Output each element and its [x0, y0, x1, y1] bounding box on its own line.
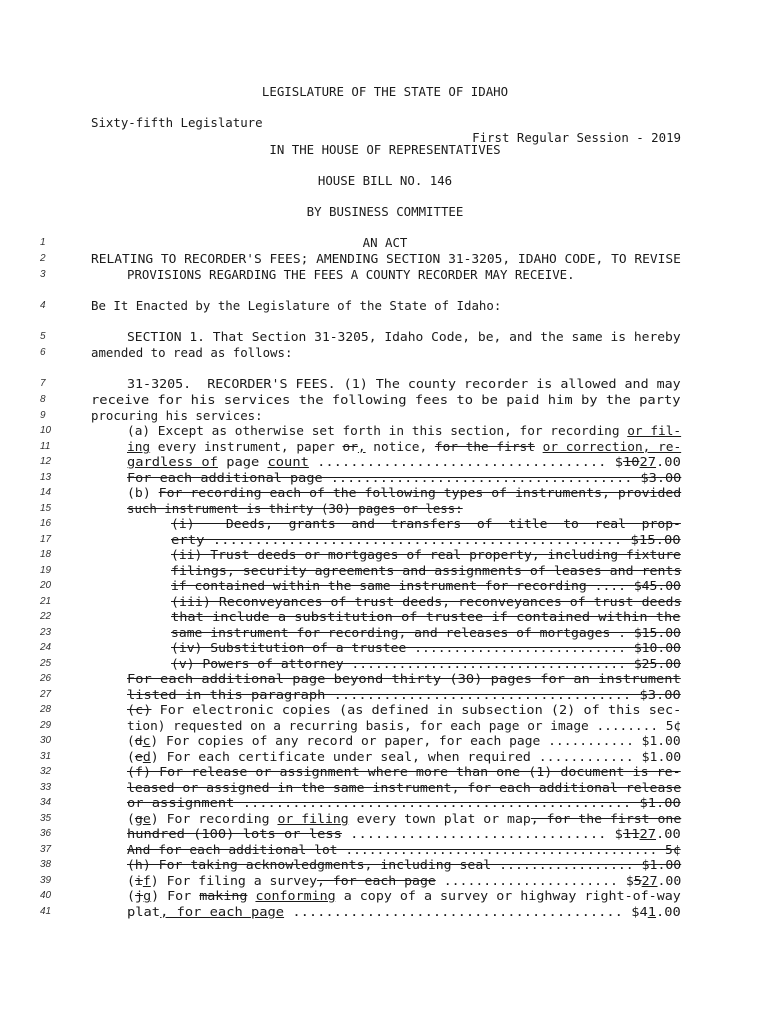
text-segment: procuring his services:	[91, 408, 263, 423]
line-number: 36	[40, 828, 52, 839]
line-text	[0, 235, 770, 250]
bill-line	[0, 235, 770, 250]
bill-line	[0, 904, 770, 919]
line-text	[127, 671, 681, 686]
text-segment: a copy of a survey or highway right-of-way	[335, 888, 681, 903]
line-number: 37	[40, 844, 52, 855]
line-number: 25	[40, 658, 52, 669]
line-number: 15	[40, 503, 52, 514]
line-text	[127, 423, 681, 438]
line-text	[171, 532, 681, 547]
line-text	[91, 345, 292, 360]
text-segment: page	[217, 454, 268, 469]
text-segment: notice,	[365, 439, 435, 454]
bill-line	[0, 345, 770, 360]
bill-line	[0, 795, 770, 810]
inserted-text: ing	[127, 439, 151, 454]
inserted-text: 27	[641, 873, 658, 888]
struck-text: for the first	[434, 439, 535, 454]
bill-line	[0, 516, 770, 531]
inserted-text: or fil-	[627, 423, 682, 438]
line-text	[127, 842, 681, 857]
text-segment: AN ACT	[362, 235, 408, 250]
text-segment: ............................... $	[341, 826, 623, 841]
line-number: 8	[40, 394, 46, 405]
line-text	[91, 408, 263, 423]
bill-line	[0, 609, 770, 624]
bill-line	[0, 298, 770, 313]
struck-text: (c)	[127, 702, 152, 717]
line-number: 10	[40, 425, 52, 436]
bill-line	[0, 857, 770, 872]
line-number: 34	[40, 797, 52, 808]
line-text	[171, 563, 681, 578]
inserted-text: c	[142, 733, 151, 748]
struck-text: , for the first one	[530, 811, 682, 826]
text-segment: tion) requested on a recurring basis, for each page or image ........ 5¢	[127, 718, 682, 733]
inserted-text: ,	[357, 439, 366, 454]
inserted-text: 27	[639, 826, 657, 841]
text-segment: (a) Except as otherwise set forth in this section, for recording	[127, 423, 628, 438]
struck-text: e	[134, 749, 143, 764]
inserted-text: g	[143, 888, 152, 903]
text-segment: For electronic copies (as defined in subsection (2) of this sec-	[151, 702, 682, 717]
bill-line	[0, 547, 770, 562]
line-number: 29	[40, 720, 52, 731]
bill-line	[0, 578, 770, 593]
inserted-text: 27	[639, 454, 657, 469]
line-text	[127, 733, 681, 748]
struck-text: (ii) Trust deeds or mortgages of real property, including fixture	[171, 547, 681, 562]
struck-text: leased or assigned in the same instrument, for each additional release	[127, 780, 682, 795]
text-segment: (	[127, 749, 135, 764]
bill-line	[0, 826, 770, 841]
struck-text: g	[134, 811, 143, 826]
line-text	[171, 547, 681, 562]
line-number: 7	[40, 378, 46, 389]
line-text	[171, 609, 680, 624]
text-segment	[535, 439, 543, 454]
struck-text: erty ................................................. $15.00	[171, 532, 681, 547]
line-number: 22	[40, 611, 52, 622]
line-text	[127, 749, 681, 764]
line-number: 31	[40, 751, 52, 762]
bill-line	[0, 423, 770, 438]
line-text	[127, 702, 681, 717]
line-text	[127, 888, 681, 903]
line-number: 23	[40, 627, 52, 638]
text-segment: (b)	[127, 485, 159, 500]
text-segment: every instrument, paper	[150, 439, 343, 454]
line-text	[127, 826, 681, 841]
text-segment: every town plat or map	[348, 811, 531, 826]
struck-text: listed in this paragraph .................................... $3.00	[127, 687, 681, 702]
bill-line	[0, 454, 770, 469]
bill-line	[0, 439, 770, 454]
line-text	[91, 392, 681, 407]
line-number: 1	[40, 237, 46, 248]
bill-line	[0, 267, 770, 282]
line-number: 32	[40, 766, 52, 777]
bill-line	[0, 594, 770, 609]
line-number: 6	[40, 347, 46, 358]
struck-text: 11	[622, 826, 640, 841]
bill-line	[0, 687, 770, 702]
bill-line	[0, 251, 770, 266]
line-text	[171, 640, 681, 655]
bill-line	[0, 501, 770, 516]
line-text	[127, 687, 681, 702]
bill-line	[0, 485, 770, 500]
inserted-text: e	[142, 811, 151, 826]
struck-text: or	[342, 439, 358, 454]
text-segment: (	[127, 873, 135, 888]
line-text	[127, 485, 681, 500]
line-number: 11	[40, 441, 51, 452]
line-number: 33	[40, 782, 52, 793]
struck-text: such instrument is thirty (30) pages or less:	[127, 501, 463, 516]
text-segment: ) For copies of any record or paper, for each page ........... $1.00	[150, 733, 681, 748]
line-number: 2	[40, 253, 46, 264]
line-number: 38	[40, 859, 52, 870]
struck-text: For each additional page ..................................... $3.00	[127, 470, 682, 485]
line-number: 4	[40, 300, 46, 311]
text-segment: ) For	[151, 888, 200, 903]
line-number: 41	[40, 906, 52, 917]
line-text	[171, 578, 681, 593]
line-text	[171, 516, 681, 531]
struck-text: j	[135, 888, 144, 903]
line-number: 19	[40, 565, 52, 576]
bill-line	[0, 718, 770, 733]
struck-text: (iv) Substitution of a trustee ........................... $10.00	[171, 640, 681, 655]
text-segment: ) For each certificate under seal, when required ............ $1.00	[150, 749, 682, 764]
inserted-text: gardless of	[127, 454, 218, 469]
line-number: 14	[40, 487, 52, 498]
bill-line	[0, 392, 770, 407]
struck-text: 5	[633, 873, 642, 888]
line-number: 21	[40, 596, 52, 607]
struck-text: making	[199, 888, 248, 903]
chamber-label: IN THE HOUSE OF REPRESENTATIVES	[269, 142, 501, 157]
text-segment: (	[127, 811, 135, 826]
struck-text: or assignment ............................................... $1.00	[127, 795, 681, 810]
bill-number: HOUSE BILL NO. 146	[317, 173, 453, 188]
text-segment: RELATING TO RECORDER'S FEES; AMENDING SECTION 31-3205, IDAHO CODE, TO REVISE	[91, 251, 681, 266]
line-text	[127, 439, 681, 454]
line-text	[171, 594, 681, 609]
line-number: 35	[40, 813, 52, 824]
struck-text: (v) Powers of attorney ................................... $25.00	[171, 656, 681, 671]
line-number: 12	[40, 456, 52, 467]
line-number: 17	[40, 534, 52, 545]
line-number: 39	[40, 875, 52, 886]
line-number: 30	[40, 735, 52, 746]
bill-line	[0, 625, 770, 640]
line-text	[91, 298, 501, 313]
struck-text: For each additional page beyond thirty (30) pages for an instrument	[127, 671, 681, 686]
struck-text: And for each additional lot ........................................ 5¢	[127, 842, 681, 857]
struck-text: that include a substitution of trustee if contained within the	[171, 609, 681, 624]
line-number: 27	[40, 689, 52, 700]
line-text	[127, 811, 681, 826]
line-text	[127, 780, 681, 795]
text-segment: receive for his services the following fees to be paid him by the party	[91, 392, 681, 407]
line-text	[127, 718, 681, 733]
line-text	[127, 376, 681, 391]
line-number: 16	[40, 518, 52, 529]
text-segment: ................................... $	[308, 454, 623, 469]
text-segment: amended to read as follows:	[91, 345, 293, 360]
line-number: 13	[40, 472, 52, 483]
text-segment: ...................... $	[435, 873, 634, 888]
bill-line	[0, 811, 770, 826]
text-segment: .00	[656, 826, 681, 841]
line-number: 9	[40, 410, 46, 421]
struck-text: (iii) Reconveyances of trust deeds, reconveyances of trust deeds	[171, 594, 682, 609]
line-text	[127, 470, 681, 485]
struck-text: filings, security agreements and assignments of leases and rents	[171, 563, 682, 578]
inserted-text: or correction, re-	[542, 439, 682, 454]
line-number: 24	[40, 642, 52, 653]
text-segment: .00	[656, 454, 681, 469]
text-segment: SECTION 1. That Section 31-3205, Idaho Code, be, and the same is hereby	[127, 329, 681, 344]
text-segment: Be It Enacted by the Legislature of the State of Idaho:	[91, 298, 502, 313]
bill-line	[0, 873, 770, 888]
struck-text: (i) Deeds, grants and transfers of title to real prop-	[171, 516, 681, 531]
bill-line	[0, 532, 770, 547]
inserted-text: d	[142, 749, 151, 764]
bill-line	[0, 733, 770, 748]
text-segment: ) For recording	[150, 811, 278, 826]
line-number: 26	[40, 673, 52, 684]
inserted-text: f	[142, 873, 151, 888]
text-segment: ) For filing a survey	[150, 873, 318, 888]
struck-text: 10	[622, 454, 640, 469]
bill-line	[0, 640, 770, 655]
line-number: 28	[40, 704, 52, 715]
bill-line	[0, 842, 770, 857]
text-segment: 31-3205. RECORDER'S FEES. (1) The county recorder is allowed and may	[127, 376, 681, 391]
struck-text: , for each page	[317, 873, 436, 888]
text-segment: .00	[657, 873, 682, 888]
inserted-text: , for each page	[160, 904, 285, 919]
bill-line	[0, 749, 770, 764]
struck-text: i	[134, 873, 143, 888]
bill-line	[0, 780, 770, 795]
text-segment: (	[127, 733, 135, 748]
inserted-text: 1	[647, 904, 657, 919]
struck-text: same instrument for recording, and releases of mortgages . $15.00	[171, 625, 681, 640]
sponsor-label: BY BUSINESS COMMITTEE	[306, 204, 464, 219]
line-text	[127, 857, 681, 872]
line-text	[127, 267, 575, 282]
line-number: 3	[40, 269, 46, 280]
inserted-text: count	[267, 454, 309, 469]
struck-text: if contained within the same instrument for recording .... $45.00	[171, 578, 681, 593]
text-segment: PROVISIONS REGARDING THE FEES A COUNTY RECORDER MAY RECEIVE.	[127, 267, 575, 282]
line-number: 20	[40, 580, 52, 591]
struck-text: d	[134, 733, 143, 748]
legislature-title: LEGISLATURE OF THE STATE OF IDAHO	[261, 84, 509, 99]
session-label: First Regular Session - 2019	[472, 130, 681, 145]
legislature-number: Sixty-fifth Legislature	[91, 115, 263, 130]
bill-line	[0, 329, 770, 344]
struck-text: (h) For taking acknowledgments, including seal ................. $1.00	[127, 857, 682, 872]
bill-line	[0, 376, 770, 391]
line-text	[127, 904, 681, 919]
line-text	[171, 625, 681, 640]
inserted-text: conforming	[255, 888, 336, 903]
line-number: 40	[40, 890, 52, 901]
bill-line	[0, 671, 770, 686]
struck-text: For recording each of the following types of instruments, provided	[158, 485, 682, 500]
line-text	[127, 764, 681, 779]
line-text	[127, 454, 681, 469]
line-text	[91, 251, 681, 266]
inserted-text: or filing	[277, 811, 349, 826]
bill-line	[0, 563, 770, 578]
text-segment: (	[127, 888, 136, 903]
line-text	[127, 501, 463, 516]
struck-text: (f) For release or assignment where more than one (1) document is re-	[127, 764, 681, 779]
line-number: 5	[40, 331, 46, 342]
bill-line	[0, 764, 770, 779]
text-segment: ........................................ $4	[284, 904, 648, 919]
line-text	[127, 795, 681, 810]
line-text	[127, 873, 681, 888]
bill-line	[0, 888, 770, 903]
bill-line	[0, 656, 770, 671]
bill-line	[0, 702, 770, 717]
text-segment: plat	[127, 904, 161, 919]
bill-line	[0, 470, 770, 485]
bill-line	[0, 408, 770, 423]
text-segment: .00	[656, 904, 681, 919]
line-number: 18	[40, 549, 52, 560]
line-text	[127, 329, 681, 344]
struck-text: hundred (100) lots or less	[127, 826, 342, 841]
line-text	[171, 656, 681, 671]
